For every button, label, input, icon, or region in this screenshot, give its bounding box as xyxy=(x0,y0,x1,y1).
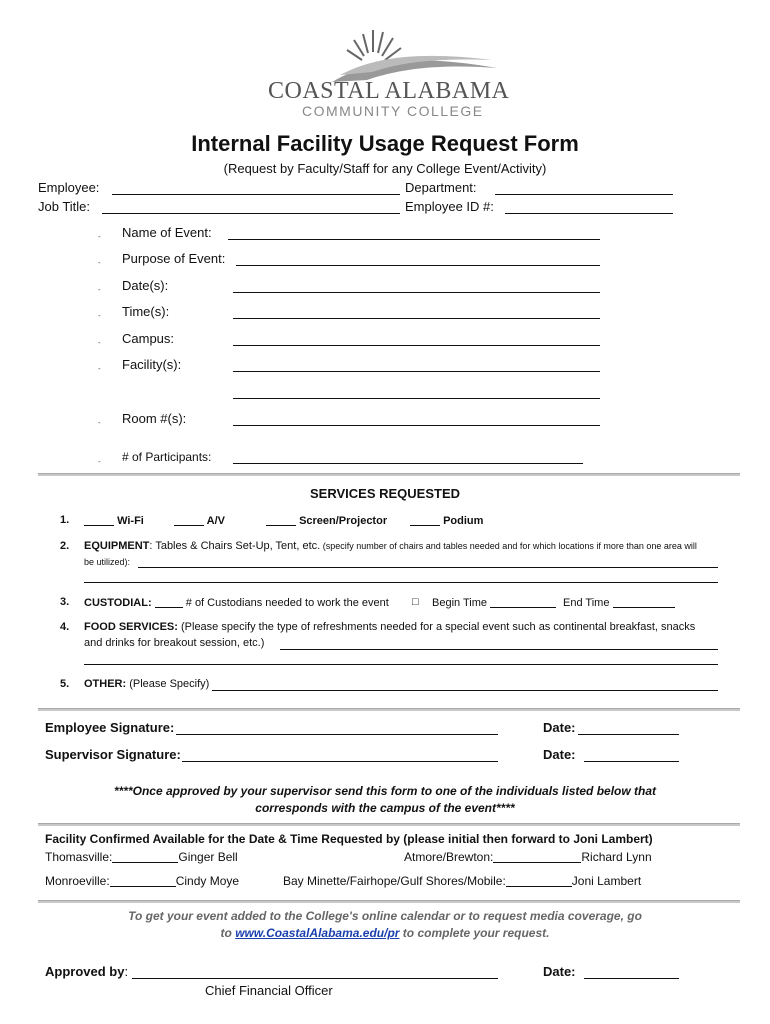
page-subtitle: (Request by Faculty/Staff for any College Event/Activity) xyxy=(223,161,547,176)
food-text-2: and drinks for breakout session, etc.) xyxy=(84,637,265,649)
approved-by-label xyxy=(45,964,128,979)
event-name-field[interactable] xyxy=(228,239,600,240)
event-name-label: Name of Event: xyxy=(122,225,212,240)
department-label: Department: xyxy=(405,180,477,195)
approved-by-field[interactable] xyxy=(132,978,498,979)
end-time-field[interactable] xyxy=(613,596,675,608)
screen-projector-option[interactable] xyxy=(266,514,387,527)
service-1-num: 1. xyxy=(60,514,70,526)
podium-option[interactable] xyxy=(410,514,483,527)
food-field-2[interactable] xyxy=(84,664,718,665)
event-purpose-field[interactable] xyxy=(236,265,600,266)
room-field[interactable] xyxy=(233,425,600,426)
food-desc: (Please specify the type of refreshments needed for a special event such as continental breakfast, snacks xyxy=(177,621,696,633)
approved-date-field[interactable] xyxy=(584,978,679,979)
other-desc: (Please Specify) xyxy=(126,678,210,690)
event-purpose-label: Purpose of Event: xyxy=(122,251,226,266)
atmore-name: Richard Lynn xyxy=(581,850,652,864)
logo xyxy=(262,20,512,120)
participants-field[interactable] xyxy=(233,463,583,464)
podium-label: Podium xyxy=(443,515,484,527)
supervisor-date-label: Date: xyxy=(543,747,576,762)
times-label: Time(s): xyxy=(122,304,170,319)
employee-field[interactable] xyxy=(112,194,400,195)
department-field[interactable] xyxy=(495,194,673,195)
facility-label: Facility(s): xyxy=(122,357,182,372)
employee-label: Employee: xyxy=(38,180,100,195)
facility-field-2[interactable] xyxy=(233,398,600,399)
end-time xyxy=(563,596,675,609)
atmore-row xyxy=(404,850,652,864)
equipment-note-2: be utilized): xyxy=(84,557,131,567)
campus-field[interactable] xyxy=(233,345,600,346)
calendar-note-line1: To get your event added to the College's online calendar or to request media coverage, go xyxy=(128,909,642,923)
divider xyxy=(38,823,740,826)
job-title-label: Job Title: xyxy=(38,199,91,214)
end-time-label: End Time xyxy=(563,597,610,609)
equipment-text xyxy=(84,540,697,552)
employee-signature-field[interactable] xyxy=(176,734,498,735)
facility-heading: Facility Confirmed Available for the Date & Time Requested by (please initial then forward to Joni Lambert) xyxy=(45,832,653,846)
equipment-note: (specify number of chairs and tables needed and for which locations if more than one area will xyxy=(320,541,697,551)
divider xyxy=(38,708,740,711)
service-4-num: 4. xyxy=(60,621,70,633)
food-label: FOOD SERVICES: xyxy=(84,621,178,633)
begin-time-field[interactable] xyxy=(490,596,556,608)
other-text xyxy=(84,678,209,690)
monroeville-label: Monroeville: xyxy=(45,874,110,888)
calendar-note-line2 xyxy=(0,926,770,940)
approved-by-colon: : xyxy=(124,964,129,979)
dates-field[interactable] xyxy=(233,292,600,293)
employee-id-label: Employee ID #: xyxy=(405,199,494,214)
food-field[interactable] xyxy=(280,649,718,650)
custodial-checkbox[interactable]: □ xyxy=(412,596,419,608)
facility-field[interactable] xyxy=(233,371,600,372)
av-label: A/V xyxy=(206,515,225,527)
divider xyxy=(38,900,740,903)
monroeville-name: Cindy Moye xyxy=(175,874,240,888)
equipment-label: EQUIPMENT xyxy=(84,540,150,552)
employee-date-label: Date: xyxy=(543,720,576,735)
logo-line2: COMMUNITY COLLEGE xyxy=(302,103,484,119)
custodians-text: # of Custodians needed to work the event xyxy=(185,597,389,609)
screen-projector-label: Screen/Projector xyxy=(299,515,388,527)
job-title-field[interactable] xyxy=(102,213,400,214)
begin-time xyxy=(432,596,556,609)
equipment-field-2[interactable] xyxy=(84,582,718,583)
services-heading: SERVICES REQUESTED xyxy=(309,486,461,501)
other-label: OTHER: xyxy=(84,678,127,690)
page-title: Internal Facility Usage Request Form xyxy=(191,131,579,156)
bay-minette-name: Joni Lambert xyxy=(571,874,642,888)
employee-id-field[interactable] xyxy=(505,213,673,214)
service-5-num: 5. xyxy=(60,678,70,690)
food-text xyxy=(84,621,695,633)
times-field[interactable] xyxy=(233,318,600,319)
monroeville-initial-field[interactable] xyxy=(110,875,176,887)
thomasville-row xyxy=(45,850,238,864)
custodians-count-field[interactable] xyxy=(155,596,183,608)
thomasville-initial-field[interactable] xyxy=(112,851,178,863)
equipment-desc: : Tables & Chairs Set-Up, Tent, etc. xyxy=(149,540,321,552)
supervisor-date-field[interactable] xyxy=(584,761,679,762)
atmore-label: Atmore/Brewton: xyxy=(404,850,494,864)
bay-minette-label: Bay Minette/Fairhope/Gulf Shores/Mobile: xyxy=(283,874,506,888)
calendar-rest: to complete your request. xyxy=(399,926,550,940)
atmore-initial-field[interactable] xyxy=(493,851,581,863)
service-2-num: 2. xyxy=(60,540,70,552)
logo-line1: COASTAL ALABAMA xyxy=(268,78,510,104)
other-field[interactable] xyxy=(212,690,718,691)
employee-signature-label: Employee Signature: xyxy=(45,720,175,735)
calendar-to: to xyxy=(220,926,236,940)
supervisor-signature-label: Supervisor Signature: xyxy=(45,747,181,762)
approved-date-label: Date: xyxy=(543,964,576,979)
chief-financial-officer: Chief Financial Officer xyxy=(205,983,333,998)
dates-label: Date(s): xyxy=(122,278,169,293)
thomasville-label: Thomasville: xyxy=(45,850,113,864)
wifi-label: Wi-Fi xyxy=(117,515,144,527)
custodial-row xyxy=(84,596,389,609)
bay-minette-initial-field[interactable] xyxy=(506,875,572,887)
wifi-option[interactable] xyxy=(84,514,144,527)
thomasville-name: Ginger Bell xyxy=(178,850,238,864)
monroeville-row xyxy=(45,874,239,888)
equipment-field[interactable] xyxy=(138,567,718,568)
bay-minette-row xyxy=(283,874,641,888)
service-3-num: 3. xyxy=(60,596,70,608)
calendar-link[interactable]: www.CoastalAlabama.edu/pr xyxy=(235,926,400,940)
approval-note-line2: corresponds with the campus of the event**** xyxy=(255,801,515,815)
av-option[interactable] xyxy=(174,514,225,527)
approved-by-text: Approved by xyxy=(45,964,125,979)
employee-date-field[interactable] xyxy=(578,734,679,735)
approval-note-line1: ****Once approved by your supervisor send this form to one of the individuals listed below that xyxy=(113,784,657,798)
participants-label: # of Participants: xyxy=(122,450,212,464)
divider xyxy=(38,473,740,476)
supervisor-signature-field[interactable] xyxy=(182,761,498,762)
begin-time-label: Begin Time xyxy=(432,597,488,609)
custodial-label: CUSTODIAL: xyxy=(84,597,152,609)
campus-label: Campus: xyxy=(122,331,175,346)
room-label: Room #(s): xyxy=(122,411,187,426)
